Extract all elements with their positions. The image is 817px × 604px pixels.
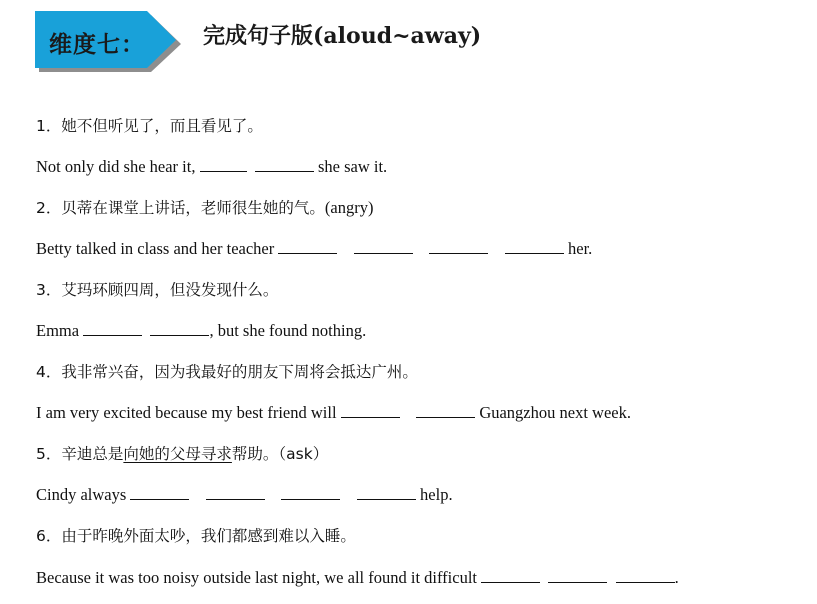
question-5-chinese — [36, 444, 328, 464]
underlined-phrase: 向她的父母寻求 — [123, 445, 232, 463]
english-text: Because it was too noisy outside last night, we all found it difficult — [36, 568, 482, 587]
question-6-english — [36, 568, 679, 588]
english-text: Betty talked in class and her teacher — [36, 239, 279, 258]
english-text: Not only did she hear it, — [36, 157, 200, 176]
answer-blank[interactable] — [354, 239, 413, 254]
question-5-english — [36, 485, 453, 505]
answer-blank[interactable] — [357, 485, 416, 500]
answer-blank[interactable] — [281, 485, 340, 500]
question-6-chinese — [36, 526, 356, 546]
question-number: 6． — [36, 527, 62, 545]
question-number: 4． — [36, 363, 62, 381]
chinese-prompt: 艾玛环顾四周，但没发现什么。 — [61, 281, 279, 299]
english-text: her. — [563, 239, 593, 258]
english-text: help. — [415, 485, 453, 504]
chinese-prompt: 她不但听见了，而且看见了。 — [61, 117, 263, 135]
question-number: 5． — [36, 445, 62, 463]
hint-text: （ask） — [278, 445, 329, 463]
answer-blank[interactable] — [505, 239, 564, 254]
answer-blank[interactable] — [341, 403, 400, 418]
question-1-chinese — [36, 116, 263, 136]
chinese-prompt: 我非常兴奋，因为我最好的朋友下周将会抵达广州。 — [61, 363, 418, 381]
worksheet-title: 完成句子版(aloud~away) — [203, 23, 482, 49]
question-4-chinese — [36, 362, 418, 382]
english-text: she saw it. — [313, 157, 388, 176]
chinese-prompt: 辛迪总是 — [61, 445, 124, 463]
answer-blank[interactable] — [429, 239, 488, 254]
answer-blank[interactable] — [83, 321, 142, 336]
question-4-english — [36, 403, 631, 423]
dimension-label: 维度七： — [49, 32, 145, 58]
answer-blank[interactable] — [548, 568, 607, 583]
answer-blank[interactable] — [150, 321, 209, 336]
english-text: Emma — [36, 321, 84, 340]
english-text: , but she found nothing. — [209, 321, 367, 340]
chinese-prompt: 贝蒂在课堂上讲话，老师很生她的气。 — [61, 199, 325, 217]
english-text: I am very excited because my best friend will — [36, 403, 341, 422]
section-banner — [35, 11, 182, 72]
answer-blank[interactable] — [200, 157, 247, 172]
hint-text: (angry) — [324, 198, 374, 217]
answer-blank[interactable] — [278, 239, 337, 254]
question-number: 3． — [36, 281, 62, 299]
english-text: . — [674, 568, 679, 587]
question-2-english — [36, 239, 592, 259]
question-3-english — [36, 321, 366, 341]
answer-blank[interactable] — [206, 485, 265, 500]
chinese-prompt: 由于昨晚外面太吵，我们都感到难以入睡。 — [61, 527, 356, 545]
question-number: 2． — [36, 199, 62, 217]
question-number: 1． — [36, 117, 62, 135]
answer-blank[interactable] — [130, 485, 189, 500]
answer-blank[interactable] — [255, 157, 314, 172]
question-2-chinese — [36, 198, 373, 218]
question-1-english — [36, 157, 387, 177]
question-3-chinese — [36, 280, 278, 300]
chinese-prompt: 帮助。 — [231, 445, 279, 463]
answer-blank[interactable] — [416, 403, 475, 418]
english-text: Guangzhou next week. — [475, 403, 631, 422]
english-text: Cindy always — [36, 485, 131, 504]
answer-blank[interactable] — [481, 568, 540, 583]
answer-blank[interactable] — [616, 568, 675, 583]
